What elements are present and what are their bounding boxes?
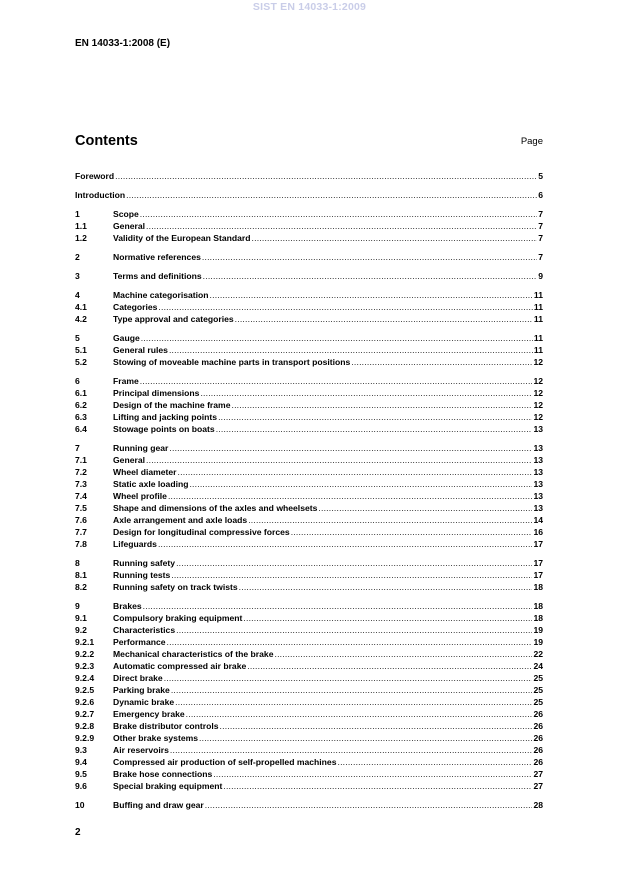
toc-entry[interactable] [75,624,543,636]
toc-entry-page: 13 [533,455,543,465]
toc-entry-page: 16 [533,527,543,537]
toc-entry[interactable] [75,490,543,502]
toc-entry-number: 9.1 [75,613,87,623]
toc-entry-page: 25 [533,673,543,683]
toc-entry-number: 4.1 [75,302,87,312]
toc-entry[interactable] [75,768,543,780]
toc-entry-title: Scope [113,209,139,219]
toc-entry-page: 27 [533,769,543,779]
toc-entry-title: Running tests [113,570,171,580]
page-column-label: Page [520,136,543,147]
toc-entry[interactable] [75,423,543,435]
toc-entry-number: 1.1 [75,221,87,231]
toc-entry[interactable] [75,648,543,660]
toc-entry-page: 27 [533,781,543,791]
toc-entry[interactable] [75,600,543,612]
toc-entry-number: 7.3 [75,479,87,489]
toc-dot-leader [252,232,538,244]
toc-dot-leader [203,270,538,282]
toc-entry-number: 5.2 [75,357,87,367]
toc-entry-number: 9.2 [75,625,87,635]
toc-entry-page: 18 [533,613,543,623]
toc-dot-leader [140,208,537,220]
toc-entry-page: 17 [533,570,543,580]
toc-entry[interactable] [75,220,543,232]
toc-entry-number: 6.3 [75,412,87,422]
toc-dot-leader [216,423,533,435]
toc-dot-leader [146,454,532,466]
toc-entry[interactable] [75,696,543,708]
toc-entry-page: 7 [538,252,543,262]
toc-dot-leader [167,636,533,648]
toc-entry[interactable] [75,557,543,569]
toc-group [75,270,543,282]
toc-entry-number: 9.5 [75,769,87,779]
toc-entry[interactable] [75,442,543,454]
toc-entry-page: 12 [533,400,543,410]
toc-entry-title: Lifting and jacking points [113,412,218,422]
toc-entry[interactable] [75,270,543,282]
toc-entry-page: 13 [533,467,543,477]
toc-entry[interactable] [75,780,543,792]
toc-group [75,189,543,201]
toc-dot-leader [158,538,533,550]
toc-entry[interactable] [75,612,543,624]
toc-entry[interactable] [75,514,543,526]
toc-entry-title: Special braking equipment [113,781,223,791]
toc-entry-page: 11 [533,345,543,355]
toc-entry-number: 9.3 [75,745,87,755]
toc-entry-title: Compulsory braking equipment [113,613,243,623]
toc-entry-page: 12 [533,376,543,386]
toc-entry[interactable] [75,744,543,756]
toc-entry[interactable] [75,301,543,313]
toc-entry-page: 18 [533,582,543,592]
toc-entry-title: Shape and dimensions of the axles and wheelsets [113,503,318,513]
toc-entry-page: 5 [538,171,543,181]
toc-dot-leader [141,332,533,344]
toc-dot-leader [205,799,533,811]
toc-entry-number: 5 [75,333,80,343]
toc-entry[interactable] [75,636,543,648]
toc-dot-leader [171,569,532,581]
toc-entry-number: 9.4 [75,757,87,767]
toc-entry-title: Brake hose connections [113,769,213,779]
toc-entry[interactable] [75,466,543,478]
toc-dot-leader [171,684,533,696]
toc-dot-leader [247,660,532,672]
toc-entry-number: 6.2 [75,400,87,410]
toc-entry-number: 4.2 [75,314,87,324]
toc-entry[interactable] [75,232,543,244]
toc-group [75,170,543,182]
toc-entry[interactable] [75,289,543,301]
toc-entry-page: 11 [533,314,543,324]
toc-entry-title: Mechanical characteristics of the brake [113,649,274,659]
toc-entry-number: 7.5 [75,503,87,513]
toc-entry-number: 6 [75,376,80,386]
toc-entry-title: Brake distributor controls [113,721,219,731]
toc-entry-number: 7.4 [75,491,87,501]
toc-entry-title: Machine categorisation [113,290,209,300]
toc-entry[interactable] [75,799,543,811]
page-number: 2 [75,827,81,838]
toc-entry-title: Performance [113,637,166,647]
toc-entry-page: 13 [533,443,543,453]
toc-entry-title: Running safety [113,558,176,568]
toc-entry-number: 9.2.4 [75,673,95,683]
toc-dot-leader [351,356,532,368]
toc-entry-page: 26 [533,745,543,755]
toc-entry-title: Stowing of moveable machine parts in transport positions [113,357,351,367]
toc-dot-leader [243,612,532,624]
toc-entry-title: General [113,455,146,465]
toc-entry-title: Automatic compressed air brake [113,661,247,671]
toc-entry-page: 17 [533,539,543,549]
toc-entry-number: 7.7 [75,527,87,537]
toc-entry-number: 9.2.8 [75,721,95,731]
toc-entry-number: 9 [75,601,80,611]
toc-dot-leader [176,557,532,569]
toc-entry-number: 9.6 [75,781,87,791]
toc-group [75,799,543,811]
toc-dot-leader [291,526,533,538]
toc-entry-number: 6.4 [75,424,87,434]
toc-entry-title: Compressed air production of self-propelled machines [113,757,337,767]
toc-dot-leader [202,251,537,263]
toc-entry-page: 14 [533,515,543,525]
toc-group [75,557,543,593]
toc-entry-title: Air reservoirs [113,745,169,755]
toc-entry-page: 7 [538,233,543,243]
toc-entry-number: 7.6 [75,515,87,525]
toc-entry[interactable] [75,313,543,325]
toc-group [75,442,543,550]
toc-entry-title: Wheel profile [113,491,167,501]
toc-entry-title: Running gear [113,443,169,453]
toc-dot-leader [164,672,533,684]
toc-group [75,332,543,368]
toc-entry-number: 10 [75,800,85,810]
toc-entry[interactable] [75,387,543,399]
toc-entry-page: 12 [533,388,543,398]
toc-group [75,600,543,792]
toc-entry[interactable] [75,375,543,387]
toc-entry-title: Static axle loading [113,479,189,489]
toc-entry-page: 28 [533,800,543,810]
toc-entry-page: 25 [533,685,543,695]
toc-entry-number: 8.1 [75,570,87,580]
toc-entry-page: 26 [533,721,543,731]
toc-entry-number: 9.2.7 [75,709,95,719]
toc-entry-page: 13 [533,479,543,489]
toc-entry-title: Brakes [113,601,142,611]
toc-dot-leader [275,648,533,660]
toc-entry-title: General [113,221,146,231]
watermark: SIST EN 14033-1:2009 [252,1,367,13]
toc-entry-page: 19 [533,637,543,647]
toc-entry-page: 18 [533,601,543,611]
toc-entry[interactable] [75,526,543,538]
toc-entry-number: 9.2.2 [75,649,95,659]
toc-entry-title: Gauge [113,333,140,343]
toc-entry[interactable] [75,660,543,672]
toc-dot-leader [220,720,533,732]
toc-entry-title: Frame [113,376,139,386]
toc-dot-leader [178,466,533,478]
toc-entry-title: Direct brake [113,673,163,683]
toc-entry-title: Normative references [113,252,201,262]
toc-dot-leader [186,708,533,720]
toc-entry-number: 4 [75,290,80,300]
toc-entry-title: Foreword [75,171,115,181]
toc-entry-title: Wheel diameter [113,467,177,477]
toc-entry-page: 13 [533,424,543,434]
toc-entry[interactable] [75,251,543,263]
toc-dot-leader [143,600,533,612]
toc-entry-number: 2 [75,252,80,262]
toc-entry-page: 19 [533,625,543,635]
toc-entry-title: Characteristics [113,625,176,635]
toc-dot-leader [199,732,532,744]
toc-entry-page: 22 [533,649,543,659]
toc-dot-leader [239,581,533,593]
toc-entry[interactable] [75,720,543,732]
toc-entry-number: 3 [75,271,80,281]
toc-entry-page: 6 [538,190,543,200]
toc-entry-number: 7.2 [75,467,87,477]
toc-entry[interactable] [75,684,543,696]
toc-dot-leader [175,696,532,708]
toc-entry-number: 7 [75,443,80,453]
toc-dot-leader [176,624,532,636]
toc-entry-title: Design for longitudinal compressive forces [113,527,290,537]
toc-entry[interactable] [75,356,543,368]
toc-dot-leader [170,744,533,756]
toc-entry-page: 26 [533,709,543,719]
toc-entry[interactable] [75,399,543,411]
toc-dot-leader [213,768,532,780]
toc-dot-leader [126,189,537,201]
toc-entry-number: 9.2.6 [75,697,95,707]
toc-entry-number: 5.1 [75,345,87,355]
toc-dot-leader [231,399,532,411]
toc-entry-page: 9 [538,271,543,281]
toc-dot-leader [168,490,532,502]
toc-dot-leader [248,514,532,526]
toc-entry-title: Dynamic brake [113,697,175,707]
toc-entry-number: 1.2 [75,233,87,243]
toc-dot-leader [158,301,532,313]
document-id: EN 14033-1:2008 (E) [75,38,171,49]
toc-entry[interactable] [75,189,543,201]
toc-entry-title: Principal dimensions [113,388,200,398]
toc-dot-leader [140,375,533,387]
toc-entry[interactable] [75,708,543,720]
toc-dot-leader [210,289,533,301]
toc-group [75,289,543,325]
toc-entry[interactable] [75,502,543,514]
toc-entry-number: 1 [75,209,80,219]
toc-entry-number: 9.2.9 [75,733,95,743]
toc-entry-page: 13 [533,491,543,501]
contents-title: Contents [75,133,138,149]
toc-entry-number: 7.8 [75,539,87,549]
toc-entry-page: 13 [533,503,543,513]
toc-entry-page: 12 [533,412,543,422]
toc-entry-title: Stowage points on boats [113,424,215,434]
toc-entry-title: Introduction [75,190,126,200]
toc-entry[interactable] [75,756,543,768]
toc-entry-page: 24 [533,661,543,671]
toc-entry-title: Running safety on track twists [113,582,238,592]
toc-entry-page: 25 [533,697,543,707]
toc-dot-leader [169,442,532,454]
toc-entry-page: 12 [533,357,543,367]
toc-dot-leader [200,387,532,399]
toc-entry[interactable] [75,170,543,182]
toc-entry[interactable] [75,454,543,466]
toc-entry-page: 11 [533,302,543,312]
toc-dot-leader [337,756,532,768]
toc-entry-page: 7 [538,221,543,231]
toc-entry[interactable] [75,538,543,550]
toc-entry-number: 8 [75,558,80,568]
toc-entry[interactable] [75,344,543,356]
toc-dot-leader [235,313,533,325]
toc-entry-number: 6.1 [75,388,87,398]
toc-dot-leader [189,478,532,490]
toc-entry-title: Type approval and categories [113,314,234,324]
toc-group [75,375,543,435]
toc-entry-page: 7 [538,209,543,219]
toc-entry-title: General rules [113,345,168,355]
toc-entry-number: 8.2 [75,582,87,592]
toc-entry-title: Emergency brake [113,709,185,719]
toc-dot-leader [218,411,532,423]
toc-entry-page: 17 [533,558,543,568]
toc-entry-page: 11 [533,333,543,343]
toc-dot-leader [169,344,533,356]
toc-entry-title: Axle arrangement and axle loads [113,515,248,525]
toc-entry-title: Design of the machine frame [113,400,231,410]
toc-entry[interactable] [75,569,543,581]
toc-entry[interactable] [75,332,543,344]
toc-entry-number: 9.2.5 [75,685,95,695]
toc-entry-title: Other brake systems [113,733,199,743]
toc-entry-number: 9.2.1 [75,637,95,647]
toc-dot-leader [223,780,532,792]
toc-entry-title: Lifeguards [113,539,157,549]
toc-entry-title: Categories [113,302,158,312]
toc-entry[interactable] [75,672,543,684]
toc-entry[interactable] [75,478,543,490]
toc-dot-leader [146,220,537,232]
toc-entry[interactable] [75,411,543,423]
toc-entry-title: Parking brake [113,685,170,695]
toc-entry-number: 9.2.3 [75,661,95,671]
toc-entry-title: Validity of the European Standard [113,233,251,243]
toc-entry-page: 26 [533,733,543,743]
toc-entry[interactable] [75,581,543,593]
toc-entry-number: 7.1 [75,455,87,465]
toc-entry-page: 11 [533,290,543,300]
toc-dot-leader [318,502,532,514]
toc-entry[interactable] [75,208,543,220]
toc-entry-title: Buffing and draw gear [113,800,204,810]
toc-entry[interactable] [75,732,543,744]
toc-entry-page: 26 [533,757,543,767]
toc-entry-title: Terms and definitions [113,271,202,281]
toc-dot-leader [115,170,537,182]
table-of-contents [75,170,543,818]
toc-group [75,251,543,263]
toc-group [75,208,543,244]
